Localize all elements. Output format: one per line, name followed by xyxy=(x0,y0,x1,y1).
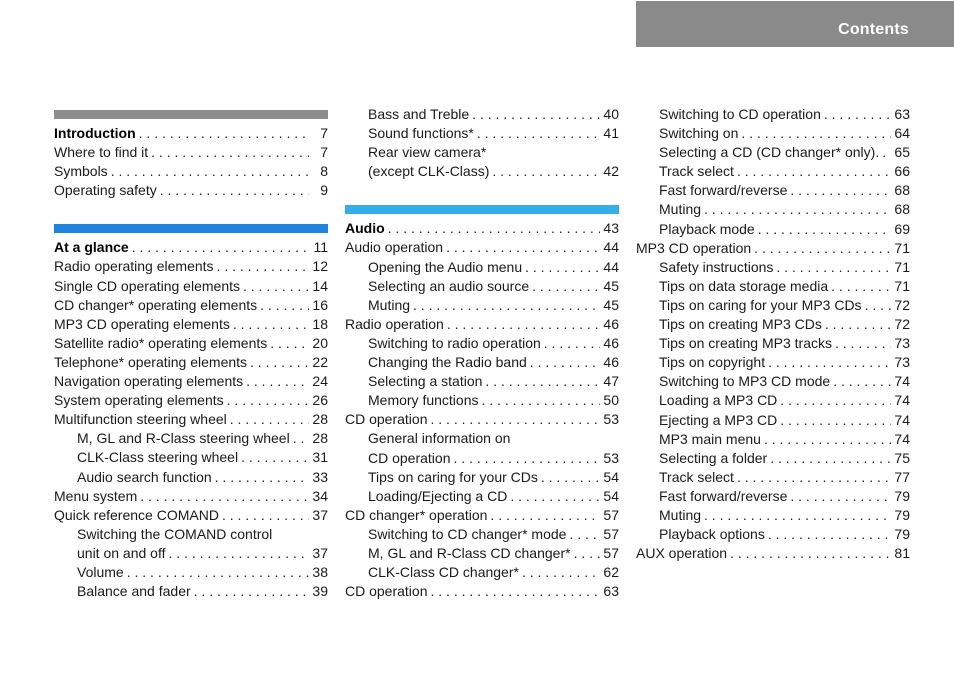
toc-leader-dots xyxy=(260,296,309,315)
toc-page-number: 62 xyxy=(603,564,619,581)
toc-entry[interactable] xyxy=(54,506,328,525)
toc-entry-title: Changing the Radio band xyxy=(368,354,527,371)
toc-entry-title: Symbols xyxy=(54,163,108,180)
toc-entry-title: Balance and fader xyxy=(77,583,191,600)
toc-entry-title: Radio operating elements xyxy=(54,258,214,275)
toc-page-number: 43 xyxy=(603,220,619,237)
toc-entry-title: Selecting a folder xyxy=(659,449,768,466)
toc-entry[interactable] xyxy=(54,277,328,296)
toc-entry-title: Tips on data storage media xyxy=(659,277,829,294)
toc-entry[interactable] xyxy=(54,162,328,181)
toc-entry[interactable] xyxy=(345,487,619,506)
toc-page-number: 41 xyxy=(603,125,619,142)
toc-leader-dots xyxy=(413,296,600,315)
toc-leader-dots xyxy=(490,506,600,525)
toc-entry[interactable] xyxy=(636,391,910,410)
toc-leader-dots xyxy=(492,162,600,181)
toc-page-number: 57 xyxy=(603,525,619,542)
toc-entry[interactable] xyxy=(345,468,619,487)
toc-entry[interactable] xyxy=(345,143,619,162)
toc-leader-dots xyxy=(704,506,891,525)
toc-entry-title: Tips on caring for your CDs xyxy=(368,468,538,485)
toc-page-number: 77 xyxy=(894,468,910,485)
toc-entry-title: Switching to CD operation xyxy=(659,106,821,122)
toc-leader-dots xyxy=(737,468,891,487)
toc-leader-dots xyxy=(768,525,891,544)
toc-entry-title: Tips on creating MP3 CDs xyxy=(659,316,822,333)
toc-section-heading[interactable] xyxy=(345,219,619,238)
toc-entry[interactable] xyxy=(345,582,619,601)
toc-entry-title: Where to find it xyxy=(54,144,149,161)
toc-section-heading[interactable] xyxy=(54,124,328,143)
toc-entry-title: MP3 CD operation xyxy=(636,239,752,256)
toc-leader-dots xyxy=(447,315,600,334)
toc-entry[interactable] xyxy=(345,429,619,448)
toc-leader-dots xyxy=(477,124,600,143)
toc-leader-dots xyxy=(388,219,600,238)
toc-leader-dots xyxy=(215,468,309,487)
toc-leader-dots xyxy=(243,277,309,296)
toc-entry-title: Switching on xyxy=(659,125,739,142)
toc-page-number: 57 xyxy=(603,506,619,523)
toc-leader-dots xyxy=(522,563,600,582)
toc-entry-title: Audio operation xyxy=(345,239,444,256)
toc-entry-title: Opening the Audio menu xyxy=(368,258,523,275)
toc-page-number: 71 xyxy=(894,258,910,275)
toc-page-number: 44 xyxy=(603,239,619,256)
toc-entry[interactable] xyxy=(636,124,910,143)
toc-page-number: 26 xyxy=(312,392,328,409)
toc-leader-dots xyxy=(241,448,309,467)
toc-entry-title: CD changer* operating elements xyxy=(54,296,258,313)
toc-entry[interactable] xyxy=(345,449,619,468)
toc-page-number: 46 xyxy=(603,315,619,332)
toc-entry-title: Muting xyxy=(659,506,702,523)
toc-page-number: 8 xyxy=(320,163,328,180)
toc-entry[interactable] xyxy=(636,181,910,200)
toc-page-number: 68 xyxy=(894,201,910,218)
toc-leader-dots xyxy=(230,410,309,429)
toc-entry[interactable] xyxy=(54,410,328,429)
toc-entry-title: Tips on copyright xyxy=(659,354,766,371)
toc-entry[interactable] xyxy=(54,544,328,563)
toc-entry[interactable] xyxy=(54,143,328,162)
toc-entry[interactable] xyxy=(54,315,328,334)
toc-leader-dots xyxy=(431,410,601,429)
toc-leader-dots xyxy=(222,506,309,525)
toc-entry-title: Loading/Ejecting a CD xyxy=(368,487,508,504)
toc-entry-title: Fast forward/reverse xyxy=(659,182,788,199)
toc-leader-dots xyxy=(160,181,309,200)
toc-entry[interactable] xyxy=(345,258,619,277)
toc-entry-title: Switching the COMAND control xyxy=(77,525,273,542)
toc-entry-title: Sound functions* xyxy=(368,125,474,142)
toc-page-number: 72 xyxy=(894,296,910,313)
toc-leader-dots xyxy=(525,258,600,277)
toc-leader-dots xyxy=(776,258,891,277)
toc-entry-title: Loading a MP3 CD xyxy=(659,392,778,409)
toc-page-number: 74 xyxy=(894,411,910,428)
toc-entry[interactable] xyxy=(636,353,910,372)
toc-leader-dots xyxy=(754,239,891,258)
toc-entry[interactable] xyxy=(345,277,619,296)
toc-entry[interactable] xyxy=(54,372,328,391)
toc-leader-dots xyxy=(233,315,309,334)
toc-entry-title: CLK-Class CD changer* xyxy=(368,564,519,581)
toc-leader-dots xyxy=(737,162,891,181)
toc-entry-title: CD operation xyxy=(345,583,428,600)
toc-entry-title: Switching to radio operation xyxy=(368,334,541,351)
toc-leader-dots xyxy=(446,238,600,257)
toc-page-number: 74 xyxy=(894,392,910,409)
toc-entry-title: Selecting a station xyxy=(368,373,483,390)
toc-column-3 xyxy=(636,105,910,563)
toc-page-number: 12 xyxy=(312,258,328,275)
toc-entry[interactable] xyxy=(345,124,619,143)
toc-entry-title: Radio operation xyxy=(345,315,444,332)
toc-entry[interactable] xyxy=(636,411,910,430)
toc-entry-title: Muting xyxy=(659,201,702,218)
toc-entry-title: Satellite radio* operating elements xyxy=(54,334,268,351)
toc-entry[interactable] xyxy=(345,296,619,315)
toc-entry-title: At a glance xyxy=(54,239,129,256)
toc-entry-title: Quick reference COMAND xyxy=(54,506,219,523)
toc-entry-title: Playback options xyxy=(659,526,765,543)
toc-leader-dots xyxy=(139,124,309,143)
toc-leader-dots xyxy=(217,257,309,276)
toc-entry[interactable] xyxy=(636,525,910,544)
toc-page-number: 66 xyxy=(894,163,910,180)
toc-entry[interactable] xyxy=(54,468,328,487)
toc-entry[interactable] xyxy=(636,487,910,506)
toc-leader-dots xyxy=(111,162,309,181)
toc-entry[interactable] xyxy=(54,257,328,276)
toc-entry[interactable] xyxy=(54,563,328,582)
toc-entry-title: Rear view camera* xyxy=(368,144,487,161)
toc-column-1 xyxy=(54,105,328,601)
toc-entry-title: Volume xyxy=(77,563,124,580)
toc-leader-dots xyxy=(882,143,891,162)
toc-entry[interactable] xyxy=(636,258,910,277)
toc-page-number: 37 xyxy=(312,544,328,561)
toc-entry-title: Single CD operating elements xyxy=(54,277,240,294)
toc-column-2 xyxy=(345,105,619,601)
toc-entry[interactable] xyxy=(54,391,328,410)
toc-entry[interactable] xyxy=(345,525,619,544)
toc-entry-title: M, GL and R-Class CD changer* xyxy=(368,544,571,561)
toc-leader-dots xyxy=(472,105,600,124)
toc-page-number: 63 xyxy=(603,583,619,600)
toc-page-number: 74 xyxy=(894,373,910,390)
toc-page-number: 40 xyxy=(603,106,619,122)
toc-entry[interactable] xyxy=(636,544,910,563)
toc-leader-dots xyxy=(250,353,309,372)
toc-entry-title: Fast forward/reverse xyxy=(659,487,788,504)
toc-page-number: 64 xyxy=(894,125,910,142)
toc-entry-title: Selecting an audio source xyxy=(368,277,530,294)
toc-page-number: 28 xyxy=(312,430,328,447)
toc-entry[interactable] xyxy=(345,563,619,582)
toc-page-number: 37 xyxy=(312,506,328,523)
toc-entry-title: Switching to CD changer* mode xyxy=(368,525,567,542)
toc-leader-dots xyxy=(764,430,891,449)
toc-entry[interactable] xyxy=(636,296,910,315)
toc-entry-title: Bass and Treble xyxy=(368,106,470,122)
toc-leader-dots xyxy=(833,372,891,391)
toc-page-number: 28 xyxy=(312,411,328,428)
toc-page-number: 45 xyxy=(603,296,619,313)
toc-page-number: 75 xyxy=(894,449,910,466)
toc-entry[interactable] xyxy=(54,334,328,353)
toc-leader-dots xyxy=(140,487,309,506)
toc-entry[interactable] xyxy=(636,239,910,258)
toc-entry-title: MP3 main menu xyxy=(659,430,761,447)
toc-leader-dots xyxy=(770,449,891,468)
toc-page-number: 24 xyxy=(312,373,328,390)
toc-leader-dots xyxy=(835,334,891,353)
toc-leader-dots xyxy=(246,372,309,391)
toc-page-number: 54 xyxy=(603,468,619,485)
toc-page-number: 39 xyxy=(312,583,328,600)
toc-page-number: 63 xyxy=(894,106,910,122)
toc-leader-dots xyxy=(865,296,891,315)
toc-entry[interactable] xyxy=(345,353,619,372)
toc-leader-dots xyxy=(730,544,891,563)
toc-entry-title: Muting xyxy=(368,296,411,313)
toc-leader-dots xyxy=(132,238,309,257)
toc-page-number: 34 xyxy=(312,487,328,504)
toc-page-number: 79 xyxy=(894,487,910,504)
toc-entry[interactable] xyxy=(636,449,910,468)
toc-entry[interactable] xyxy=(54,487,328,506)
toc-leader-dots xyxy=(790,181,891,200)
toc-entry-title: Audio xyxy=(345,220,385,237)
toc-page-number: 69 xyxy=(894,220,910,237)
toc-leader-dots xyxy=(270,334,309,353)
toc-entry-title: CD operation xyxy=(345,411,428,428)
toc-entry[interactable] xyxy=(636,277,910,296)
toc-leader-dots xyxy=(758,220,891,239)
toc-entry-title: CD changer* operation xyxy=(345,506,488,523)
contents-header xyxy=(636,1,954,47)
toc-entry[interactable] xyxy=(54,353,328,372)
toc-entry[interactable] xyxy=(54,582,328,601)
toc-page-number: 73 xyxy=(894,354,910,371)
toc-entry[interactable] xyxy=(345,238,619,257)
section-bar xyxy=(54,224,328,233)
toc-leader-dots xyxy=(825,315,891,334)
toc-leader-dots xyxy=(780,411,891,430)
toc-page-number: 46 xyxy=(603,334,619,351)
toc-page-number: 18 xyxy=(312,315,328,332)
toc-page-number: 16 xyxy=(312,296,328,313)
toc-entry[interactable] xyxy=(636,220,910,239)
toc-entry[interactable] xyxy=(54,448,328,467)
toc-entry-title: (except CLK-Class) xyxy=(368,163,490,180)
toc-entry-title: Selecting a CD (CD changer* only). xyxy=(659,144,880,161)
toc-page-number: 53 xyxy=(603,449,619,466)
toc-page-number: 9 xyxy=(320,182,328,199)
toc-entry[interactable] xyxy=(345,391,619,410)
section-bar xyxy=(54,110,328,119)
toc-leader-dots xyxy=(510,487,600,506)
toc-entry-title: General information on xyxy=(368,430,511,447)
section-spacer xyxy=(345,181,619,200)
toc-entry[interactable] xyxy=(54,525,328,544)
toc-entry[interactable] xyxy=(345,372,619,391)
toc-leader-dots xyxy=(824,105,891,124)
toc-page-number: 65 xyxy=(894,144,910,161)
toc-leader-dots xyxy=(293,429,309,448)
toc-page-number: 33 xyxy=(312,468,328,485)
toc-entry-title: Telephone* operating elements xyxy=(54,353,248,370)
toc-entry[interactable] xyxy=(636,506,910,525)
toc-leader-dots xyxy=(227,391,309,410)
toc-entry[interactable] xyxy=(636,143,910,162)
toc-entry[interactable] xyxy=(636,372,910,391)
toc-entry-title: Tips on creating MP3 tracks xyxy=(659,335,832,352)
toc-entry-title: Playback mode xyxy=(659,220,755,237)
toc-entry[interactable] xyxy=(636,162,910,181)
toc-entry[interactable] xyxy=(636,105,910,124)
toc-page-number: 68 xyxy=(894,182,910,199)
toc-entry-title: Menu system xyxy=(54,487,138,504)
toc-page-number: 71 xyxy=(894,277,910,294)
toc-page-number: 79 xyxy=(894,526,910,543)
toc-entry-title: unit on and off xyxy=(77,544,166,561)
toc-leader-dots xyxy=(768,353,891,372)
toc-entry-title: Memory functions xyxy=(368,392,479,409)
toc-entry-title: Audio search function xyxy=(77,468,212,485)
toc-entry[interactable] xyxy=(345,544,619,563)
toc-leader-dots xyxy=(481,391,600,410)
toc-entry[interactable] xyxy=(636,468,910,487)
toc-entry-title: System operating elements xyxy=(54,392,224,409)
toc-leader-dots xyxy=(454,449,601,468)
toc-page-number: 20 xyxy=(312,334,328,351)
toc-page-number: 47 xyxy=(603,373,619,390)
toc-leader-dots xyxy=(741,124,891,143)
toc-page-number: 57 xyxy=(603,544,619,561)
toc-entry[interactable] xyxy=(54,181,328,200)
toc-entry-title: Switching to MP3 CD mode xyxy=(659,373,831,390)
toc-leader-dots xyxy=(194,582,309,601)
toc-page-number: 72 xyxy=(894,316,910,333)
toc-leader-dots xyxy=(532,277,600,296)
toc-entry[interactable] xyxy=(636,200,910,219)
toc-page-number: 44 xyxy=(603,258,619,275)
toc-page-number: 71 xyxy=(894,239,910,256)
toc-entry[interactable] xyxy=(54,429,328,448)
section-bar xyxy=(345,205,619,214)
toc-page-number: 22 xyxy=(312,353,328,370)
toc-entry-title: Ejecting a MP3 CD xyxy=(659,411,778,428)
toc-page-number: 74 xyxy=(894,430,910,447)
toc-page-number: 73 xyxy=(894,335,910,352)
toc-page-number: 38 xyxy=(312,563,328,580)
toc-leader-dots xyxy=(569,525,600,544)
toc-entry-title: CD operation xyxy=(368,449,451,466)
toc-entry-title: Multifunction steering wheel xyxy=(54,411,227,428)
section-spacer xyxy=(54,200,328,219)
toc-entry-title: CLK-Class steering wheel xyxy=(77,449,239,466)
toc-entry[interactable] xyxy=(345,506,619,525)
toc-leader-dots xyxy=(168,544,309,563)
toc-leader-dots xyxy=(831,277,891,296)
toc-entry[interactable] xyxy=(54,296,328,315)
toc-entry[interactable] xyxy=(345,315,619,334)
toc-page-number: 79 xyxy=(894,506,910,523)
toc-leader-dots xyxy=(780,391,891,410)
toc-page-number: 45 xyxy=(603,277,619,294)
toc-page-number: 31 xyxy=(312,449,328,466)
toc-page-number: 14 xyxy=(312,277,328,294)
toc-entry[interactable] xyxy=(636,430,910,449)
toc-entry-title: Tips on caring for your MP3 CDs xyxy=(659,296,862,313)
toc-section-heading[interactable] xyxy=(54,238,328,257)
toc-leader-dots xyxy=(544,334,600,353)
toc-entry-title: MP3 CD operating elements xyxy=(54,315,230,332)
toc-page-number: 50 xyxy=(603,392,619,409)
toc-page-number: 7 xyxy=(320,125,328,141)
toc-entry-title: Track select xyxy=(659,468,734,485)
toc-entry[interactable] xyxy=(345,105,619,124)
toc-leader-dots xyxy=(151,143,309,162)
toc-page-number: 46 xyxy=(603,354,619,371)
toc-entry-title: Safety instructions xyxy=(659,258,774,275)
toc-leader-dots xyxy=(530,353,600,372)
toc-entry[interactable] xyxy=(636,315,910,334)
toc-leader-dots xyxy=(127,563,309,582)
toc-entry[interactable] xyxy=(345,334,619,353)
toc-entry-title: Operating safety xyxy=(54,182,157,199)
toc-leader-dots xyxy=(574,544,600,563)
toc-entry-title: AUX operation xyxy=(636,545,728,562)
toc-page-number: 53 xyxy=(603,411,619,428)
toc-entry[interactable] xyxy=(345,410,619,429)
toc-leader-dots xyxy=(704,200,891,219)
toc-page-number: 42 xyxy=(603,163,619,180)
toc-entry[interactable] xyxy=(345,162,619,181)
toc-entry-title: M, GL and R-Class steering wheel xyxy=(77,430,290,447)
toc-entry-title: Introduction xyxy=(54,125,136,141)
toc-page-number: 11 xyxy=(313,239,328,256)
toc-leader-dots xyxy=(431,582,601,601)
toc-entry-title: Track select xyxy=(659,163,734,180)
toc-page-number: 54 xyxy=(603,487,619,504)
toc-leader-dots xyxy=(485,372,600,391)
toc-leader-dots xyxy=(790,487,891,506)
page-title: Contents xyxy=(838,21,909,38)
toc-leader-dots xyxy=(541,468,600,487)
toc-entry[interactable] xyxy=(636,334,910,353)
toc-page-number: 81 xyxy=(894,545,910,562)
toc-entry-title: Navigation operating elements xyxy=(54,373,244,390)
toc-page-number: 7 xyxy=(320,144,328,161)
